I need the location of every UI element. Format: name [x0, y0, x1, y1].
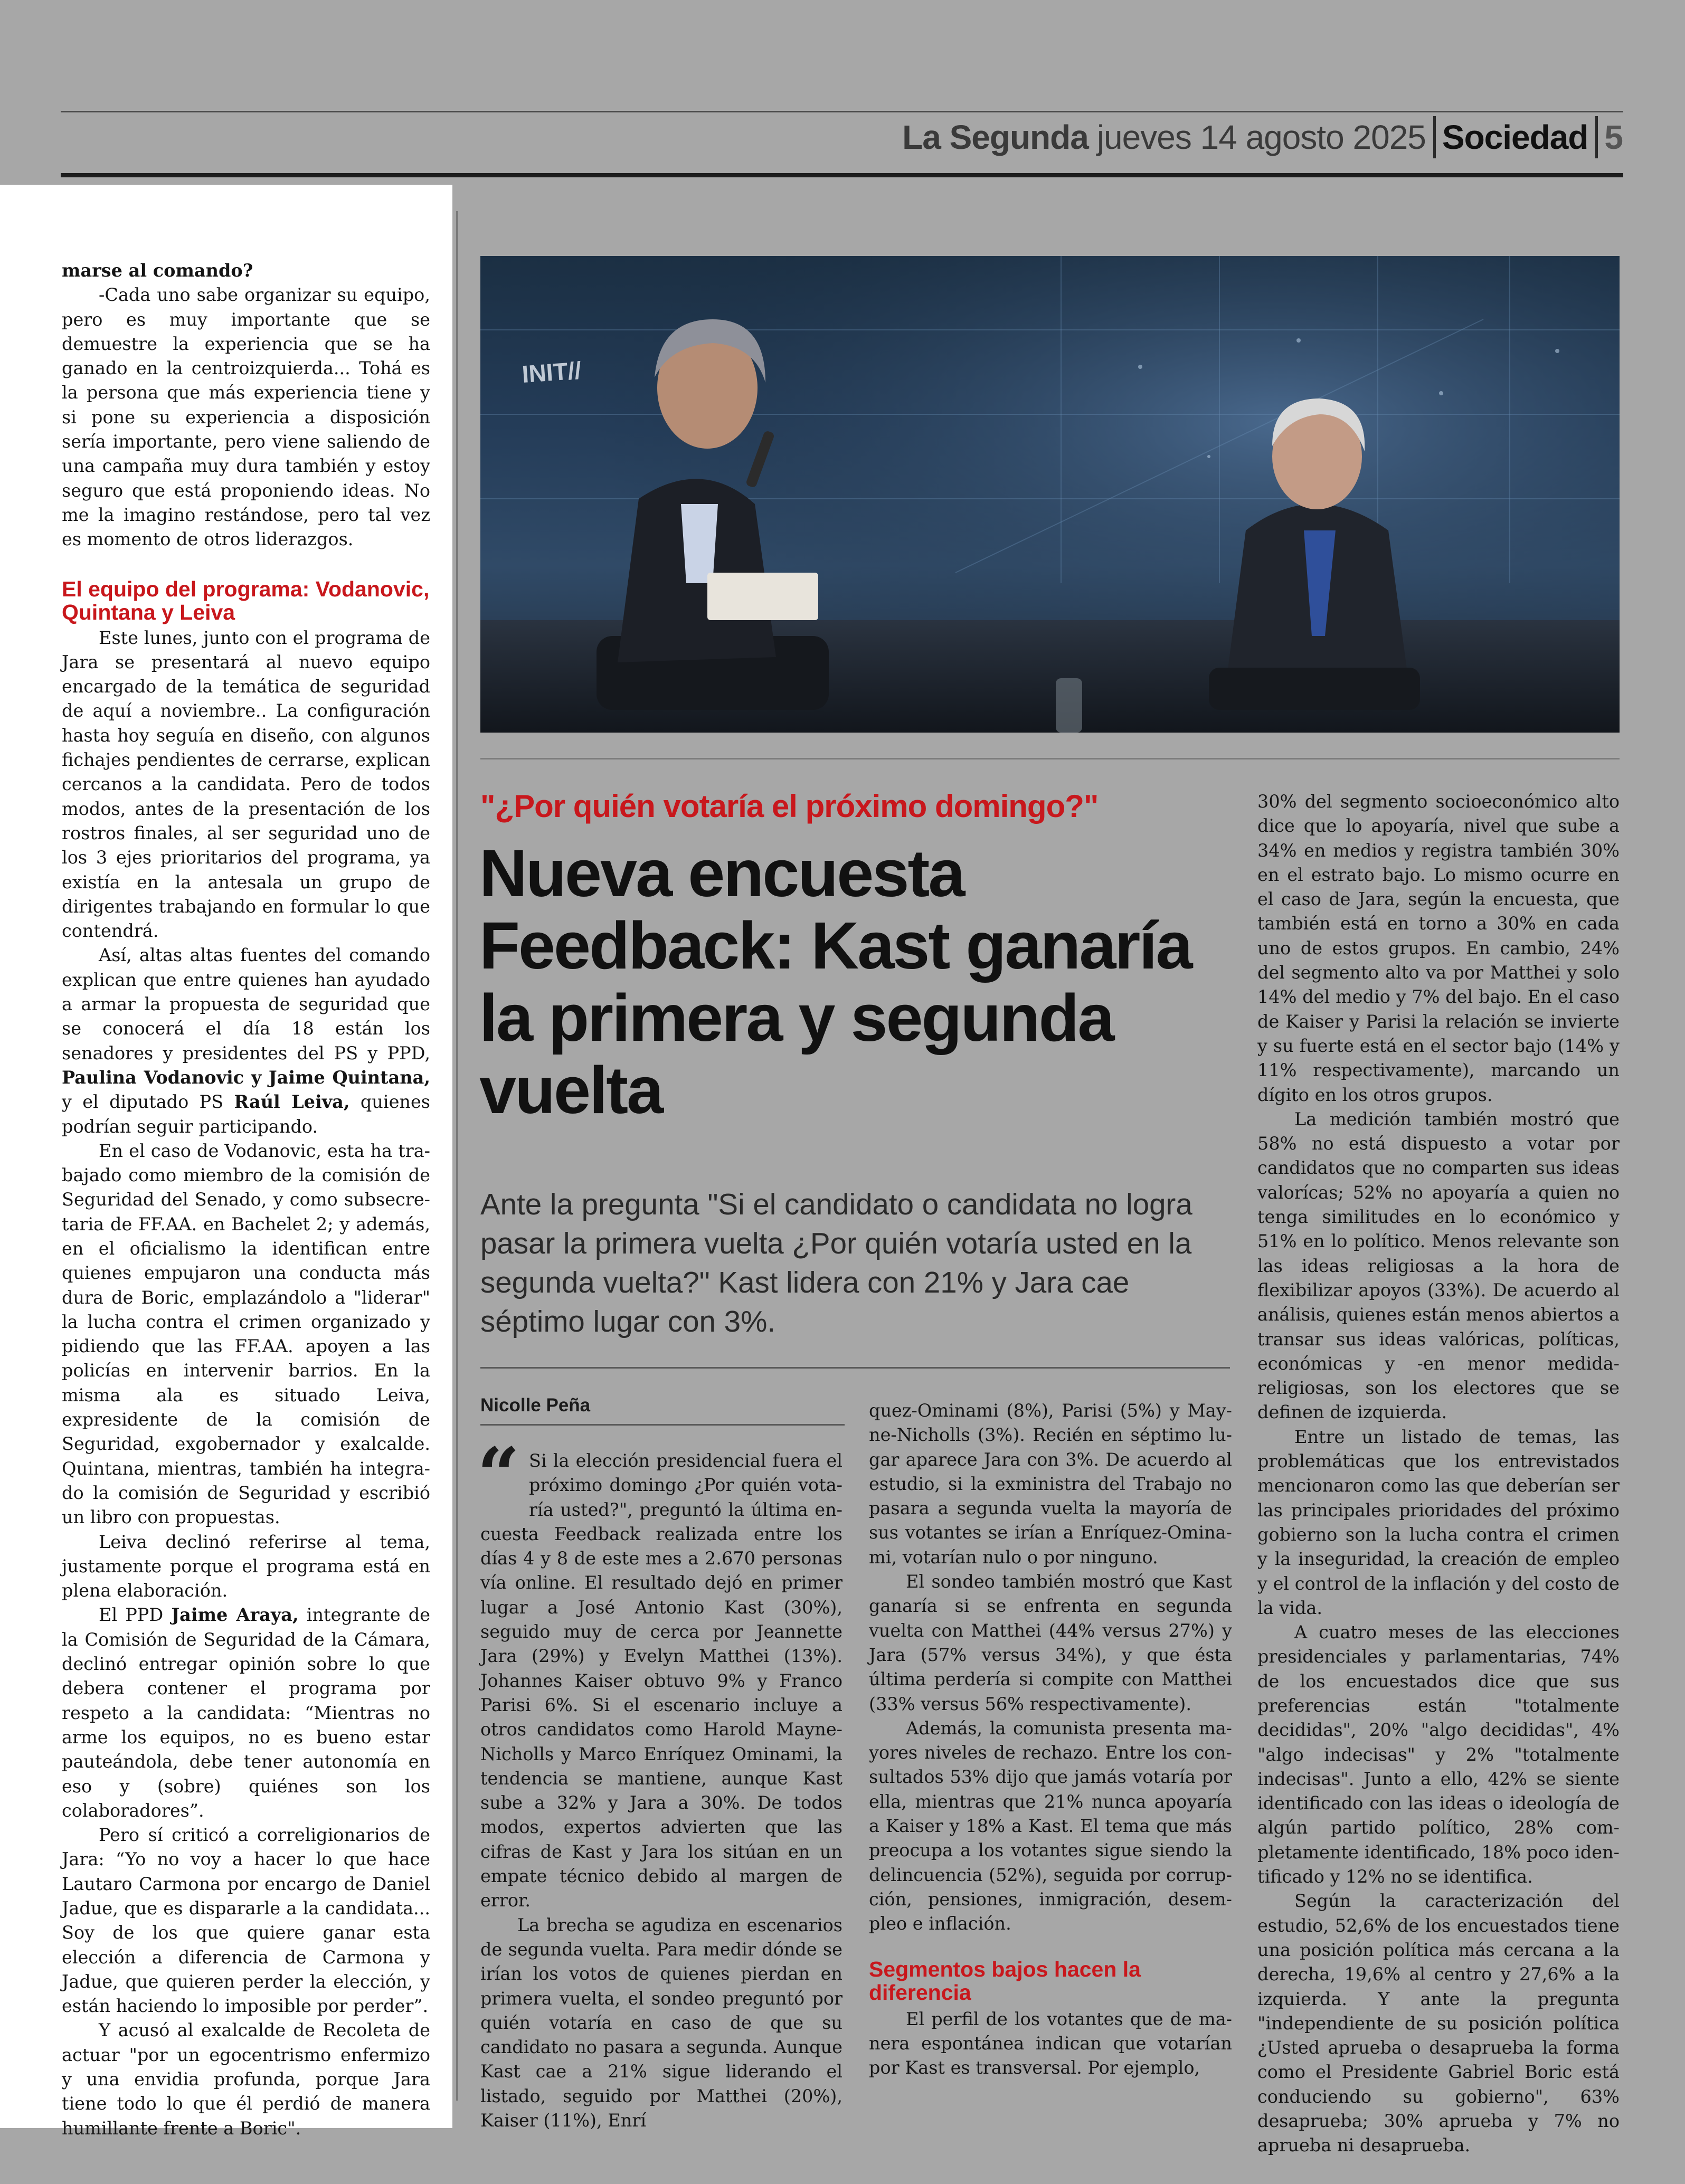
paragraph: marse al comando? [62, 260, 253, 281]
section-subhead: Segmentos bajos hacen la diferencia [869, 1957, 1141, 2005]
bold-name: Jaime Araya, [171, 1604, 299, 1626]
bold-name: Paulina Vodanovic y Jaime Quintana, [62, 1067, 430, 1088]
page-header [61, 106, 1623, 169]
paragraph: La medición también mostró que 58% no está dispuesto a votar por candidatos que no comparten sus ideas valorícas; 52% no apoyaría a quien no tenga similitudes en lo económico y 51% en lo político. Menos relevante son las ideas religiosas a la hora de flexibilizar apoyos (33%). De acuerdo al análisis, quienes están menos abiertos a transar sus ideas valóricas, políticas, económicas y -en menor medida- religiosas, son los electores que se definen de izquierda. [1257, 1108, 1620, 1423]
paragraph-text: quienes podrían seguir participando. [62, 1091, 430, 1137]
paragraph-text: integrante de la Comisión de Seguridad de la Cámara, declinó entregar opinión sobre lo que debera contener el programa por respeto a la candidata: “Mientras no arme los equipos, no es bueno estar pauteándola, debe tener autonomía en eso y (sobre) quiénes son los colaboradores”. [62, 1604, 430, 1821]
page-number: 5 [1604, 118, 1623, 156]
paragraph: A cuatro meses de las elecciones presidenciales y parlamentarias, 74% de los encuestados dice que sus preferencias están "totalmente decididas", 20% "algo decididas", 4% "algo indecisas" y 2% "totalmente indecisas". Junto a ello, 42% se siente identificado con las ideas o ideología de algún partido político, 28% completamente identificado, 18% poco identificado y 12% no se identifica. [1257, 1622, 1620, 1887]
article-summary: Ante la pregunta "Si el candidato o candidata no logra pasar la primera vuelta ¿Por quién votaría usted en la segunda vuelta?" Kast lidera con 21% y Jara cae séptimo lugar con 3%. [480, 1188, 1192, 1338]
paragraph [62, 943, 430, 1138]
paragraph: 30% del segmento socioeconómico alto dice que lo apoyaría, nivel que sube a 34% en medios y registra también 30% en el estrato bajo. Lo mismo ocurre en el caso de Jara, según la encuesta, que también está en torno a 30% en cada uno de estos grupos. En cambio, 24% del segmento alto va por Matthei y solo 14% del medio y 7% del bajo. En el caso de Kaiser y Parisi la relación se invierte y su fuerte está en el sector bajo (14% y 11% respectivamente), marcando un dígito en los otros grupos. [1257, 791, 1620, 1105]
paragraph: El perfil de los votantes que de manera espontánea indican que votarían por Kast es transversal. Por ejemplo, [869, 2008, 1232, 2078]
header-separator [1433, 116, 1436, 158]
article-column-3 [1257, 790, 1620, 2158]
paragraph-text: Si la elección presidencial fuera el próximo domingo ¿Por quién votaría usted?", preguntó la última encuesta Feedback realizada entre los días 4 y 8 de este mes a 2.670 personas vía online. El resultado dejó en primer lugar a José Antonio Kast (30%), seguido muy de cerca por Jeannette Jara (29%) y Evelyn Matthei (13%). Johannes Kaiser obtuvo 9% y Franco Parisi 6%. Si el escenario incluye a otros candidatos como Harold Mayne-Nicholls y Marco Enríquez Ominami, la tendencia se mantiene, aunque Kast sube a 32% y Jara a 30%. De todos modos, expertos advierten que las cifras de Kast y Jara los sitúan en un empate técnico debido al margen de error. [480, 1450, 843, 1911]
section-name: Sociedad [1442, 118, 1588, 156]
paragraph: Pero sí criticó a correligionarios de Jara: “Yo no voy a hacer lo que hace Lautaro Carmona por encargo de Daniel Jadue, que es dispararle a la candidata... Soy de los que quiere ganar esta elección a diferencia de Carmona y Jadue, que quieren perder la elección, y están haciendo lo imposible por perder”. [62, 1825, 430, 2017]
left-article-column [62, 259, 430, 2141]
bold-name: Raúl Leiva, [234, 1091, 350, 1113]
photo-illustration [480, 256, 1620, 733]
header-bottom-rule [61, 173, 1623, 177]
article-column-2 [869, 1399, 1232, 2080]
publication-name: La Segunda [902, 118, 1088, 156]
paragraph [477, 1432, 843, 1913]
paragraph: En el caso de Vodanovic, esta ha trabajado como miembro de la comisión de Seguridad del Senado, y como subsecretaria de FF.AA. en Bachelet 2; y además, en el oficialismo la identifican entre quienes empujaron una conducta más dura de Boric, emplazándolo a "liderar" la lucha contra el crimen organizado y pidiendo que las FF.AA. apoyen a las policías en intervenir barrios. En la misma ala es situado Leiva, expresidente de la comisión de Seguridad, exgobernador y exalcalde. Quintana, mientras, también ha integrado la comisión de Seguridad y escribió un libro con propuestas. [62, 1140, 430, 1528]
paragraph-text: Así, altas altas fuentes del comando explican que entre quienes han ayudado a armar la propuesta de seguridad que se conocerá el día 18 están los senadores y presidentes del PS y PPD, [62, 945, 430, 1063]
paragraph-text: El PPD [99, 1604, 172, 1626]
byline-divider-rule [480, 1424, 845, 1426]
article-photo [480, 256, 1620, 733]
summary-divider-rule [480, 1367, 1230, 1369]
article-headline: Nueva encuesta Feedback: Kast ganaría la primera y segunda vuelta [479, 836, 1191, 1127]
column-divider [456, 211, 458, 2101]
photo-divider-rule [480, 758, 1620, 759]
paragraph: Este lunes, junto con el programa de Jara se presentará al nuevo equipo encargado de la temática de seguridad de aquí a noviembre.. La configuración hasta hoy seguía en diseño, con algunos fichajes pendientes de cerrarse, explican cercanos a la candidata. Pero de todos modos, antes de la presentación de los rostros finales, al ser seguridad uno de los 3 ejes prioritarios del programa, ya existía en la antesala un grupo de dirigentes trabajando en formular lo que contendrá. [62, 627, 430, 942]
article-column-1 [477, 1432, 843, 2133]
paragraph-text: y el diputado PS [62, 1091, 234, 1113]
paragraph: Entre un listado de temas, las problemáticas que los entrevistados mencionaron como las que deberían ser las principales prioridades del próximo gobierno son la lucha contra el crimen y la inseguridad, la creación de empleo y el control de la inflación y del costo de la vida. [1257, 1426, 1620, 1618]
paragraph: Leiva declinó referirse al tema, justamente porque el programa está en plena elaboración. [62, 1531, 430, 1601]
paragraph: quez-Ominami (8%), Parisi (5%) y Mayne-Nicholls (3%). Recién en séptimo lugar aparece Jara con 3%. De acuerdo al estudio, si la exministra del Trabajo no pasara a segunda vuelta la mayoría de sus votantes se irían a Enríquez-Ominami, votarían nulo o por ninguno. [869, 1400, 1232, 1568]
paragraph: La brecha se agudiza en escenarios de segunda vuelta. Para medir dónde se irían los votos de quienes pierdan en primera vuelta, el sondeo preguntó por quién votaría en caso de que su candidato no pasara a segunda. Aunque Kast cae a 21% sigue liderando el listado, seguido por Matthei (20%), Kaiser (11%), Enrí [480, 1914, 843, 2131]
section-subhead: El equipo del programa: Vodanovic, Quintana y Leiva [62, 576, 430, 624]
paragraph: El sondeo también mostró que Kast ganaría si se enfrenta en segunda vuelta con Matthei (44% versus 27%) y Jara (57% versus 34%), y que ésta última perdería si compite con Matthei (33% versus 56% respectivamente). [869, 1571, 1232, 1714]
article-kicker: "¿Por quién votaría el próximo domingo?" [480, 789, 1099, 824]
drop-quote-mark: “ [477, 1432, 520, 1518]
backdrop-text: INIT// [521, 356, 582, 388]
header-separator [1595, 116, 1598, 158]
paragraph: Además, la comunista presenta mayores niveles de rechazo. Entre los consultados 53% dijo que jamás votaría por ella, mientras que 21% nunca apoyaría a Kaiser y 18% a Kast. El tema que más preocupa a los votantes sigue siendo la delincuencia (52%), seguida por corrupción, pensiones, inmigración, desempleo e inflación. [869, 1717, 1232, 1934]
issue-date: jueves 14 agosto 2025 [1096, 118, 1426, 156]
article-byline: Nicolle Peña [480, 1395, 591, 1416]
paragraph: -Cada uno sabe organizar su equipo, pero es muy importante que se demuestre la experiencia que se ha ganado en la centroizquierda... Tohá es la persona que más experiencia tiene y si pone su experiencia a disposición sería importante, pero viene saliendo de una campaña muy dura también y estoy seguro que está proponiendo ideas. No me la imagino restándose, pero tal vez es momento de otros liderazgos. [62, 284, 430, 550]
paragraph [62, 1603, 430, 1823]
paragraph: Y acusó al exalcalde de Recoleta de actuar "por un egocentrismo enfermizo y una envidia profunda, porque Jara tiene todo lo que él perdió de manera humillante frente a Boric". [62, 2020, 430, 2139]
paragraph: Según la caracterización del estudio, 52,6% de los encuestados tiene una posición política más cercana a la derecha, 19,6% al centro y 27,6% a la izquierda. Y ante la pregunta "independiente de su posición política ¿Usted aprueba o desaprueba la forma como el Presidente Gabriel Boric está conduciendo su gobierno", 63% desaprueba; 30% aprueba y 7% no aprueba ni desaprueba. [1257, 1891, 1620, 2156]
